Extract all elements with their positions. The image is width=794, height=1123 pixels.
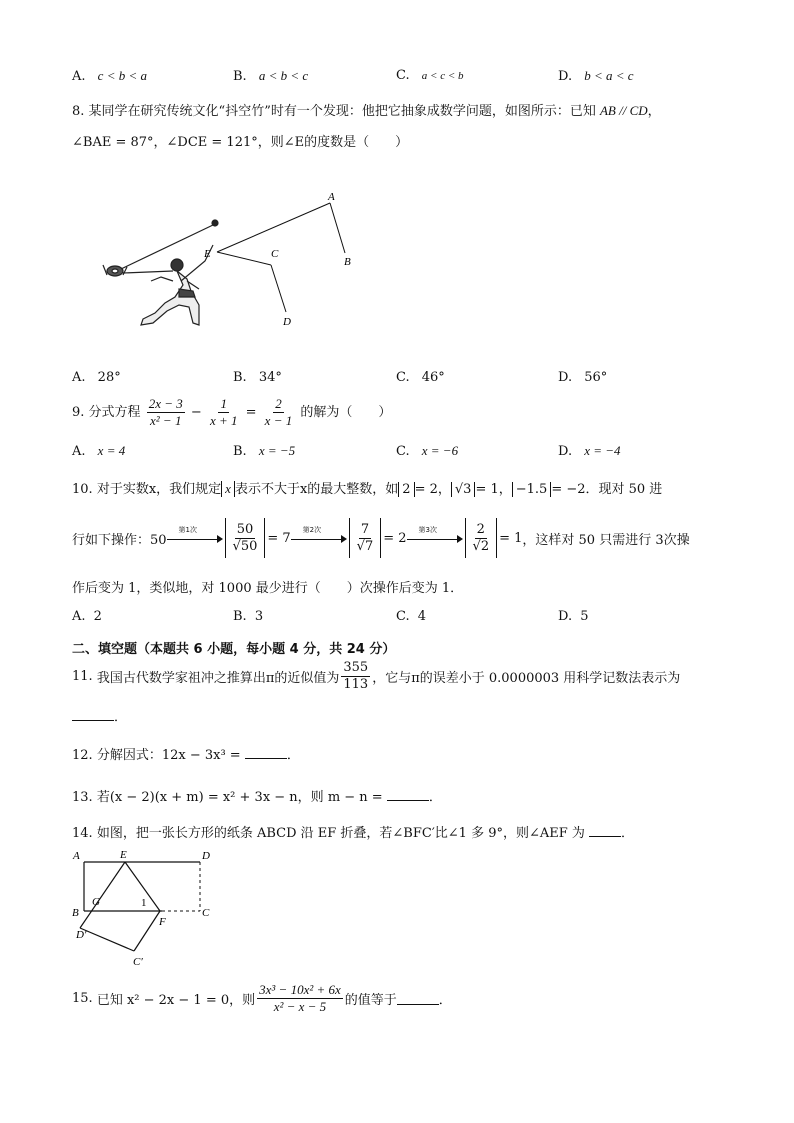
q10-text: 行如下操作：50 xyxy=(72,532,167,548)
label-D-prime: D′ xyxy=(76,929,87,941)
q15-text: 的值等于 xyxy=(344,993,397,1008)
q12-stem xyxy=(72,744,300,763)
q11-text: 我国古代数学家祖冲之推算出π的近似值为 xyxy=(96,671,340,686)
step-arrow xyxy=(291,526,347,545)
q7-option-c xyxy=(396,68,464,83)
option-letter: B. xyxy=(233,370,247,385)
option-letter: D. xyxy=(558,609,573,624)
option-letter: B. xyxy=(233,444,247,459)
q8-figure xyxy=(95,185,365,335)
label-B: B xyxy=(72,907,79,919)
option-text: 3 xyxy=(254,609,264,624)
option-text: c < b < a xyxy=(97,68,147,83)
q10-stem-line1 xyxy=(72,478,662,497)
numerator: 2x − 3 xyxy=(148,396,183,411)
denominator: √50 xyxy=(232,538,258,554)
q8-stem-line1: 8. 某同学在研究传统文化“抖空竹”时有一个发现：他把它抽象成数学问题，如图所示：已知 AB // CD， xyxy=(72,103,661,119)
option-letter: A. xyxy=(72,444,86,459)
option-text: 46° xyxy=(421,370,445,385)
question-number: 11. xyxy=(72,669,93,684)
q14-diagram xyxy=(70,845,220,970)
option-letter: B. xyxy=(233,69,247,84)
period: ． xyxy=(428,790,442,805)
q9-option-a xyxy=(72,443,125,459)
q10-option-c xyxy=(396,609,426,624)
example-value: = 1， xyxy=(475,482,512,497)
denominator: x² − x − 5 xyxy=(273,999,327,1014)
period: ． xyxy=(286,748,300,763)
q10-text: 作后变为 1，类似地，对 1000 最少进行（ ）次操作后变为 1． xyxy=(72,581,464,596)
question-number: 15. xyxy=(72,991,93,1006)
answer-blank[interactable] xyxy=(72,708,114,721)
q11-fraction xyxy=(341,660,370,693)
q10-stem-line3 xyxy=(72,577,463,596)
q9-prefix: 分式方程 xyxy=(88,405,141,420)
label-angle-1: 1 xyxy=(141,897,147,909)
option-text: 56° xyxy=(584,370,608,385)
option-letter: A. xyxy=(72,609,86,624)
answer-blank[interactable] xyxy=(245,746,287,759)
label-A: A xyxy=(328,191,335,203)
label-E: E xyxy=(120,849,127,861)
q9-option-b xyxy=(233,443,295,459)
q12-text: 分解因式：12x − 3x³ = xyxy=(96,748,241,763)
step-label: 第2次 xyxy=(302,526,322,534)
result: = 2 xyxy=(383,530,407,546)
result: = 7 xyxy=(267,530,291,546)
answer-blank[interactable] xyxy=(397,992,439,1005)
q15-stem xyxy=(72,982,452,1015)
option-text: 2 xyxy=(93,609,102,624)
denominator: √2 xyxy=(472,538,490,554)
option-letter: A. xyxy=(72,69,86,84)
option-text: 5 xyxy=(580,609,589,624)
q9-stem xyxy=(72,396,391,429)
q13-stem xyxy=(72,786,442,805)
angle-lines xyxy=(217,203,345,312)
q13-text: 若(x − 2)(x + m) = x² + 3x − n，则 m − n = xyxy=(96,790,383,805)
period: ． xyxy=(438,993,452,1008)
question-number: 12. xyxy=(72,748,93,763)
q11-stem xyxy=(72,660,680,693)
option-letter: D. xyxy=(558,370,573,385)
equals-sign: = xyxy=(245,405,257,420)
q10-option-a xyxy=(72,609,102,624)
label-D: D xyxy=(202,850,210,862)
q9-suffix: 的解为（ ） xyxy=(300,405,392,420)
denominator: x + 1 xyxy=(209,413,238,428)
option-letter: B. xyxy=(233,609,247,624)
q8-condition: ∠BAE = 87°，∠DCE = 121°，则∠E的度数是（ ） xyxy=(72,135,409,150)
question-number: 13. xyxy=(72,790,93,805)
q8-option-a xyxy=(72,370,121,385)
floor-bracket-large xyxy=(465,518,498,558)
option-text: x = −6 xyxy=(421,443,459,458)
q14-stem xyxy=(72,822,634,841)
floor-bracket: x xyxy=(221,481,235,497)
numerator: 50 xyxy=(236,521,254,537)
diabolo-player-illustration xyxy=(103,220,218,325)
option-text: 34° xyxy=(258,370,282,385)
q9-option-d xyxy=(558,443,621,459)
numerator: 2 xyxy=(275,396,282,411)
option-text: b < a < c xyxy=(584,68,634,83)
q8-text: 某同学在研究传统文化“抖空竹”时有一个发现：他把它抽象成数学问题，如图所示：已知 xyxy=(88,104,596,119)
q7-option-d xyxy=(558,68,634,84)
period: ． xyxy=(114,710,128,725)
q7-option-b xyxy=(233,68,308,84)
option-letter: C. xyxy=(396,444,410,459)
option-text: 4 xyxy=(417,609,427,624)
q10-option-b xyxy=(233,609,263,624)
answer-blank[interactable] xyxy=(589,824,621,837)
option-letter: C. xyxy=(396,609,410,624)
q8-stem-line2 xyxy=(72,131,408,150)
q8-option-b xyxy=(233,370,282,385)
numerator: 2 xyxy=(476,521,485,537)
numerator: 1 xyxy=(220,396,227,411)
q15-fraction xyxy=(257,982,343,1015)
section-heading: 二、填空题（本题共 6 小题，每小题 4 分，共 24 分） xyxy=(72,642,396,657)
option-text: x = −5 xyxy=(258,443,296,458)
numerator: 3x³ − 10x² + 6x xyxy=(259,982,341,997)
label-G: G xyxy=(92,896,100,908)
label-C-prime: C′ xyxy=(133,956,143,968)
label-C: C xyxy=(271,248,279,260)
q11-text: ，它与π的误差小于 0.0000003 用科学记数法表示为 xyxy=(372,671,681,686)
q9-fraction-1 xyxy=(147,396,185,429)
q10-stem-line2 xyxy=(72,518,690,558)
floor-bracket-large xyxy=(349,518,382,558)
floor-bracket-large xyxy=(225,518,266,558)
numerator: 355 xyxy=(343,660,369,675)
answer-blank[interactable] xyxy=(387,788,429,801)
q8-diagram xyxy=(95,185,365,335)
step-arrow xyxy=(407,526,463,545)
floor-bracket: √3 xyxy=(451,482,476,497)
minus-sign: − xyxy=(190,405,202,420)
option-letter: D. xyxy=(558,69,573,84)
question-number: 10. xyxy=(72,482,93,497)
q9-option-c xyxy=(396,443,458,459)
denominator: x − 1 xyxy=(264,413,293,428)
option-letter: C. xyxy=(396,370,410,385)
floor-bracket: −1.5 xyxy=(512,482,552,497)
label-E: E xyxy=(204,248,211,260)
q10-option-d xyxy=(558,609,589,624)
example-value: = −2．现对 50 进 xyxy=(551,482,663,497)
q9-fraction-2 xyxy=(208,396,240,429)
q7-option-a xyxy=(72,68,147,84)
q10-text: 对于实数x，我们规定 xyxy=(96,482,222,497)
q10-text: ，这样对 50 只需进行 3次操 xyxy=(522,532,690,548)
option-text: x = 4 xyxy=(97,443,126,458)
option-text: 28° xyxy=(97,370,121,385)
result: = 1 xyxy=(499,530,523,546)
q14-figure xyxy=(70,845,220,970)
denominator: x² − 1 xyxy=(150,413,182,428)
question-number: 9. xyxy=(72,405,85,420)
q15-text: 已知 x² − 2x − 1 = 0，则 xyxy=(96,993,256,1008)
denominator: 113 xyxy=(343,677,369,692)
label-C: C xyxy=(202,907,210,919)
numerator: 7 xyxy=(360,521,370,537)
step-arrow xyxy=(167,526,223,545)
label-D: D xyxy=(283,316,291,328)
q14-text: 如图，把一张长方形的纸条 ABCD 沿 EF 折叠，若∠BFC′比∠1 多 9°，则∠AEF 为 xyxy=(96,826,585,841)
option-text: a < b < c xyxy=(258,68,309,83)
question-number: 14. xyxy=(72,826,93,841)
label-F: F xyxy=(159,916,166,928)
q8-option-c xyxy=(396,370,445,385)
example-value: = 2， xyxy=(414,482,451,497)
step-label: 第1次 xyxy=(178,526,198,534)
question-number: 8. xyxy=(72,104,85,119)
option-letter: A. xyxy=(72,370,86,385)
q10-text: 表示不大于x的最大整数，如 xyxy=(234,482,399,497)
label-A: A xyxy=(73,850,80,862)
label-B: B xyxy=(344,256,351,268)
denominator: √7 xyxy=(356,538,374,554)
q9-fraction-3 xyxy=(263,396,295,429)
q8-parallel: AB // CD xyxy=(599,103,648,118)
q8-option-d xyxy=(558,370,607,385)
step-label: 第3次 xyxy=(418,526,437,534)
floor-bracket: 2 xyxy=(398,482,414,497)
period: ． xyxy=(621,826,635,841)
option-text: x = −4 xyxy=(584,443,621,458)
option-letter: D. xyxy=(558,444,573,459)
option-text: a < c < b xyxy=(421,70,464,82)
option-letter: C. xyxy=(396,68,410,83)
q11-answer-line xyxy=(72,706,127,725)
